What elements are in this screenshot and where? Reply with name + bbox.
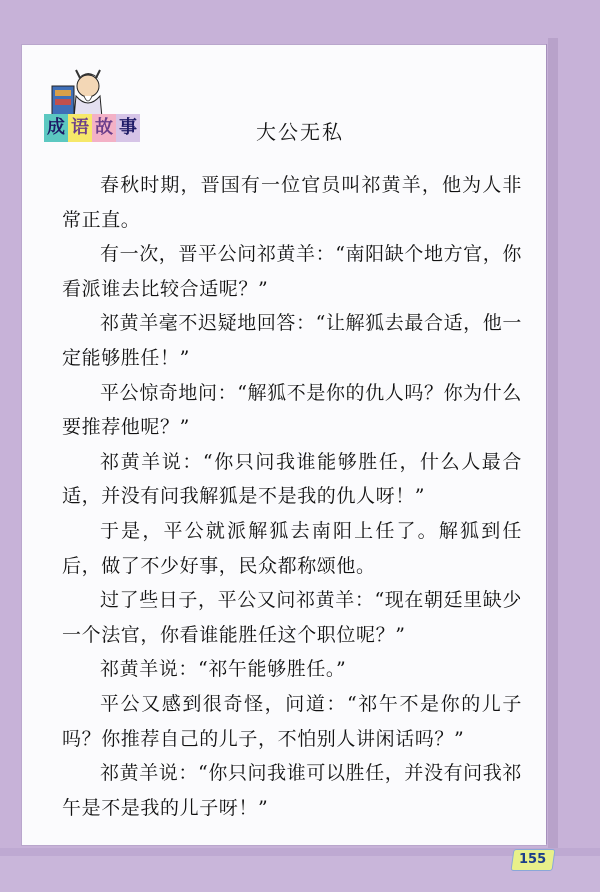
story-title: [0, 116, 600, 145]
story-title-text: 大公无私: [256, 120, 344, 144]
page-number: [510, 849, 555, 871]
paragraph: 祁黄羊说：“你只问我谁可以胜任，并没有问我祁午是不是我的儿子呀！”: [62, 762, 522, 819]
scholar-illustration-icon: [50, 66, 110, 118]
label-char-1: 成: [44, 114, 68, 142]
paragraph: 平公惊奇地问：“解狐不是你的仇人吗？你为什么要推荐他呢？”: [62, 381, 522, 439]
label-char-2: 语: [68, 114, 92, 142]
paragraph: 有一次，晋平公问祁黄羊：“南阳缺个地方官，你看派谁去比较合适呢？”: [62, 243, 522, 300]
paragraph: 过了些日子，平公又问祁黄羊：“现在朝廷里缺少一个法官，你看谁能胜任这个职位呢？”: [62, 589, 522, 646]
page-edge-lines: [546, 44, 551, 844]
paragraph: 于是，平公就派解狐去南阳上任了。解狐到任后，做了不少好事，民众都称颂他。: [62, 519, 522, 577]
page-number-text: 155: [519, 852, 547, 867]
paragraph: 平公又感到很奇怪，问道：“祁午不是你的儿子吗？你推荐自己的儿子，不怕别人讲闲话吗？”: [62, 692, 522, 750]
label-char-3: 故: [92, 114, 116, 142]
story-body: [62, 168, 522, 825]
paragraph: 祁黄羊说：“你只问我谁能够胜任，什么人最合适，并没有问我解狐是不是我的仇人呀！”: [62, 450, 522, 508]
paragraph: 祁黄羊说：“祁午能够胜任。”: [100, 658, 347, 681]
paragraph: 春秋时期，晋国有一位官员叫祁黄羊，他为人非常正直。: [62, 174, 522, 231]
paragraph: 祁黄羊毫不迟疑地回答：“让解狐去最合适，他一定能够胜任！”: [62, 312, 522, 369]
label-char-4: 事: [116, 114, 140, 142]
bookmark-strip: [0, 848, 600, 856]
